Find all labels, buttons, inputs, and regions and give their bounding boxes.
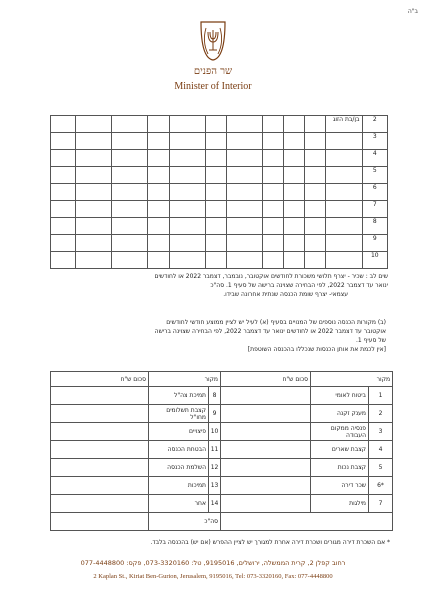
value-cell[interactable]: [262, 116, 283, 133]
value-cell[interactable]: [148, 184, 169, 201]
value-cell[interactable]: [148, 201, 169, 218]
total-label-cell: סה"כ: [149, 513, 221, 531]
value-cell[interactable]: [262, 201, 283, 218]
value-cell[interactable]: [76, 150, 112, 167]
value-cell[interactable]: [112, 218, 148, 235]
footnote: * אם השכרת דירה מגורים ושכרת דירה אחרת למגורך יש לציין ההפרש (אם יש) בהכנסה בלבד.: [150, 539, 390, 546]
row-number-left-cell: 9: [209, 405, 221, 423]
state-emblem-icon: [198, 18, 228, 62]
source-left-cell: תמיכות: [149, 477, 209, 495]
table-row: [51, 133, 388, 150]
footer-address-english: 2 Kaplan St., Kiriat Ben-Gurion, Jerusalem, 9195016, Tel: 073-3320160, Fax: 077-4448800: [93, 573, 333, 580]
row-number-right-cell: 5: [369, 459, 393, 477]
total-amount-cell[interactable]: [51, 513, 149, 531]
value-cell[interactable]: [305, 201, 326, 218]
value-cell[interactable]: [112, 184, 148, 201]
source-right-cell: מענק זקנה: [311, 405, 369, 423]
row-number-left-cell: 10: [209, 423, 221, 441]
source-right-cell: מילגות: [311, 495, 369, 513]
value-cell[interactable]: [76, 218, 112, 235]
amount-left-cell[interactable]: [51, 459, 149, 477]
source-left-cell: השלמת הכנסה: [149, 459, 209, 477]
source-left-cell: פיצויים: [149, 423, 209, 441]
source-left-header: מקור: [149, 372, 221, 387]
value-cell[interactable]: [262, 218, 283, 235]
value-cell[interactable]: [284, 201, 305, 218]
value-cell[interactable]: [76, 252, 112, 269]
value-cell[interactable]: [148, 116, 169, 133]
value-cell[interactable]: [169, 218, 205, 235]
section-b-line: של סעיף 1.: [355, 337, 386, 344]
amount-right-cell[interactable]: [221, 441, 311, 459]
value-cell[interactable]: [148, 252, 169, 269]
value-cell[interactable]: [226, 235, 262, 252]
value-cell[interactable]: [226, 150, 262, 167]
value-cell[interactable]: [148, 235, 169, 252]
amount-left-cell[interactable]: [51, 405, 149, 423]
value-cell[interactable]: [305, 235, 326, 252]
value-cell[interactable]: [148, 218, 169, 235]
row-number-left-cell: 14: [209, 495, 221, 513]
value-cell[interactable]: [305, 116, 326, 133]
salary-note-line: שים לב : שכיר - יצרף תלושי משכורת לחודשים אוקטובר, נובמבר, דצמבר 2022 או לחודשים: [154, 273, 388, 280]
value-cell[interactable]: [305, 133, 326, 150]
row-number-left-cell: 11: [209, 441, 221, 459]
value-cell[interactable]: [51, 201, 76, 218]
section-b-line: אוקטובר עד דצמבר 2022 או לחודשים ינואר עד דצמבר 2022, לפי הבחירה שצוינה ברישה: [154, 328, 386, 335]
value-cell[interactable]: [169, 252, 205, 269]
row-number-right-cell: 2: [369, 405, 393, 423]
row-number-cell: 10: [362, 252, 387, 269]
value-cell[interactable]: [284, 167, 305, 184]
value-cell[interactable]: [51, 184, 76, 201]
ministry-title-english: Minister of Interior: [174, 81, 252, 92]
value-cell[interactable]: [169, 133, 205, 150]
value-cell[interactable]: [284, 116, 305, 133]
source-left-cell: אחר: [149, 495, 209, 513]
source-left-cell: הבטחת הכנסה: [149, 441, 209, 459]
person-label-cell: [326, 201, 362, 218]
value-cell[interactable]: [226, 133, 262, 150]
table-row: [51, 441, 393, 459]
value-cell[interactable]: [305, 218, 326, 235]
value-cell[interactable]: [76, 184, 112, 201]
value-cell[interactable]: [112, 235, 148, 252]
amount-left-cell[interactable]: [51, 495, 149, 513]
section-b-text: [40, 318, 386, 354]
value-cell[interactable]: [205, 184, 226, 201]
value-cell[interactable]: [51, 235, 76, 252]
table-row: [51, 387, 393, 405]
value-cell[interactable]: [169, 235, 205, 252]
additional-income-table: [50, 371, 393, 531]
person-label-cell: [326, 167, 362, 184]
table-row: [51, 235, 388, 252]
row-number-right-cell: 6*: [369, 477, 393, 495]
value-cell[interactable]: [284, 184, 305, 201]
value-cell[interactable]: [205, 201, 226, 218]
row-number-cell: 5: [362, 167, 387, 184]
table-row: [51, 423, 393, 441]
table-row: [51, 477, 393, 495]
person-label-cell: [326, 150, 362, 167]
value-cell[interactable]: [112, 150, 148, 167]
value-cell[interactable]: [305, 184, 326, 201]
value-cell[interactable]: [226, 218, 262, 235]
value-cell[interactable]: [112, 201, 148, 218]
value-cell[interactable]: [262, 150, 283, 167]
table-row: [51, 167, 388, 184]
person-label-cell: [326, 218, 362, 235]
empty-cell: [221, 513, 393, 531]
value-cell[interactable]: [76, 133, 112, 150]
table-row: [51, 405, 393, 423]
value-cell[interactable]: [205, 133, 226, 150]
source-left-cell: תמיכת צה"ל: [149, 387, 209, 405]
amount-left-cell[interactable]: [51, 423, 149, 441]
value-cell[interactable]: [51, 252, 76, 269]
footer-address-hebrew: רחוב קפלן 2, קרית הממשלה, ירושלים, 9195016, טל: 073-3320160, פקס: 077-4448800: [80, 559, 346, 567]
value-cell[interactable]: [284, 133, 305, 150]
value-cell[interactable]: [51, 167, 76, 184]
value-cell[interactable]: [51, 133, 76, 150]
value-cell[interactable]: [76, 201, 112, 218]
amount-right-header: סכום ש"ח: [221, 372, 311, 387]
row-number-right-cell: 3: [369, 423, 393, 441]
value-cell[interactable]: [169, 201, 205, 218]
row-number-cell: 4: [362, 150, 387, 167]
amount-right-cell[interactable]: [221, 387, 311, 405]
value-cell[interactable]: [205, 218, 226, 235]
amount-left-cell[interactable]: [51, 387, 149, 405]
value-cell[interactable]: [51, 150, 76, 167]
source-right-header: מקור: [311, 372, 393, 387]
row-number-cell: 3: [362, 133, 387, 150]
value-cell[interactable]: [205, 235, 226, 252]
salary-note: [50, 272, 388, 299]
self-employed-note: עצמאי- יצרף שומת הכנסה שנתית אחרונה שבידו.: [223, 291, 348, 298]
row-number-right-cell: 7: [369, 495, 393, 513]
salary-note-line: ינואר עד דצמבר 2022, לפי הבחירה שצוינה ברישה של סעיף 1. סה"כ: [210, 282, 388, 289]
value-cell[interactable]: [226, 167, 262, 184]
value-cell[interactable]: [51, 218, 76, 235]
ministry-title-hebrew: שר הפנים: [193, 66, 233, 77]
value-cell[interactable]: [112, 133, 148, 150]
source-right-cell: ביטוח לאומי: [311, 387, 369, 405]
value-cell[interactable]: [305, 167, 326, 184]
table-row: [51, 116, 388, 133]
value-cell[interactable]: [226, 116, 262, 133]
value-cell[interactable]: [262, 252, 283, 269]
total-row: [51, 513, 393, 531]
source-right-cell: קצבת נכות: [311, 459, 369, 477]
value-cell[interactable]: [112, 116, 148, 133]
table-row: [51, 184, 388, 201]
value-cell[interactable]: [284, 235, 305, 252]
value-cell[interactable]: [76, 116, 112, 133]
corner-mark: ב"ה: [407, 8, 418, 15]
row-number-left-cell: 13: [209, 477, 221, 495]
row-number-right-cell: 1: [369, 387, 393, 405]
value-cell[interactable]: [112, 252, 148, 269]
section-b-marker: (ב): [377, 319, 386, 326]
value-cell[interactable]: [262, 133, 283, 150]
source-right-cell: קצבת שארים: [311, 441, 369, 459]
source-right-cell: פנסיה ממקום העבודה: [311, 423, 369, 441]
amount-right-cell[interactable]: [221, 405, 311, 423]
value-cell[interactable]: [226, 252, 262, 269]
value-cell[interactable]: [148, 150, 169, 167]
row-number-left-cell: 8: [209, 387, 221, 405]
value-cell[interactable]: [262, 235, 283, 252]
value-cell[interactable]: [284, 150, 305, 167]
section-b-note: [אין לכמת את אותן הכנסות שנכללו בהכנסה השוטפת]: [247, 346, 386, 353]
value-cell[interactable]: [169, 150, 205, 167]
amount-right-cell[interactable]: [221, 459, 311, 477]
household-income-table: [50, 115, 388, 269]
person-label-cell: [326, 184, 362, 201]
value-cell[interactable]: [148, 133, 169, 150]
table-row: [51, 495, 393, 513]
value-cell[interactable]: [284, 218, 305, 235]
value-cell[interactable]: [262, 167, 283, 184]
table-row: [51, 150, 388, 167]
value-cell[interactable]: [169, 184, 205, 201]
row-number-cell: 9: [362, 235, 387, 252]
row-number-cell: 7: [362, 201, 387, 218]
value-cell[interactable]: [76, 167, 112, 184]
amount-left-header: סכום ש"ח: [51, 372, 149, 387]
table-row: [51, 201, 388, 218]
value-cell[interactable]: [148, 167, 169, 184]
value-cell[interactable]: [262, 184, 283, 201]
value-cell[interactable]: [112, 167, 148, 184]
value-cell[interactable]: [226, 201, 262, 218]
table-row: [51, 459, 393, 477]
amount-left-cell[interactable]: [51, 477, 149, 495]
amount-right-cell[interactable]: [221, 477, 311, 495]
table-row: [51, 252, 388, 269]
value-cell[interactable]: [169, 167, 205, 184]
source-right-cell: שכר דירה: [311, 477, 369, 495]
row-number-left-cell: 12: [209, 459, 221, 477]
value-cell[interactable]: [76, 235, 112, 252]
value-cell[interactable]: [305, 150, 326, 167]
row-number-cell: 6: [362, 184, 387, 201]
value-cell[interactable]: [205, 167, 226, 184]
source-left-cell: קצבת תשלומים מחו"ל: [149, 405, 209, 423]
value-cell[interactable]: [51, 116, 76, 133]
value-cell[interactable]: [305, 252, 326, 269]
row-number-cell: 2: [362, 116, 387, 133]
value-cell[interactable]: [226, 184, 262, 201]
person-label-cell: [326, 133, 362, 150]
table-row: [51, 218, 388, 235]
value-cell[interactable]: [169, 116, 205, 133]
section-b-line: מקורות הכנסה נוספים של המנויים בסעיף (א) לעיל יש לציין ממוצע חודשי לחודשים: [166, 319, 376, 326]
person-label-cell: [326, 252, 362, 269]
row-number-right-cell: 4: [369, 441, 393, 459]
person-label-cell: [326, 235, 362, 252]
row-number-cell: 8: [362, 218, 387, 235]
value-cell[interactable]: [205, 116, 226, 133]
amount-left-cell[interactable]: [51, 441, 149, 459]
value-cell[interactable]: [284, 252, 305, 269]
amount-right-cell[interactable]: [221, 495, 311, 513]
table-header-row: [51, 372, 393, 387]
value-cell[interactable]: [205, 150, 226, 167]
person-label-cell: בן/בת הזוג: [326, 116, 362, 133]
amount-right-cell[interactable]: [221, 423, 311, 441]
value-cell[interactable]: [205, 252, 226, 269]
